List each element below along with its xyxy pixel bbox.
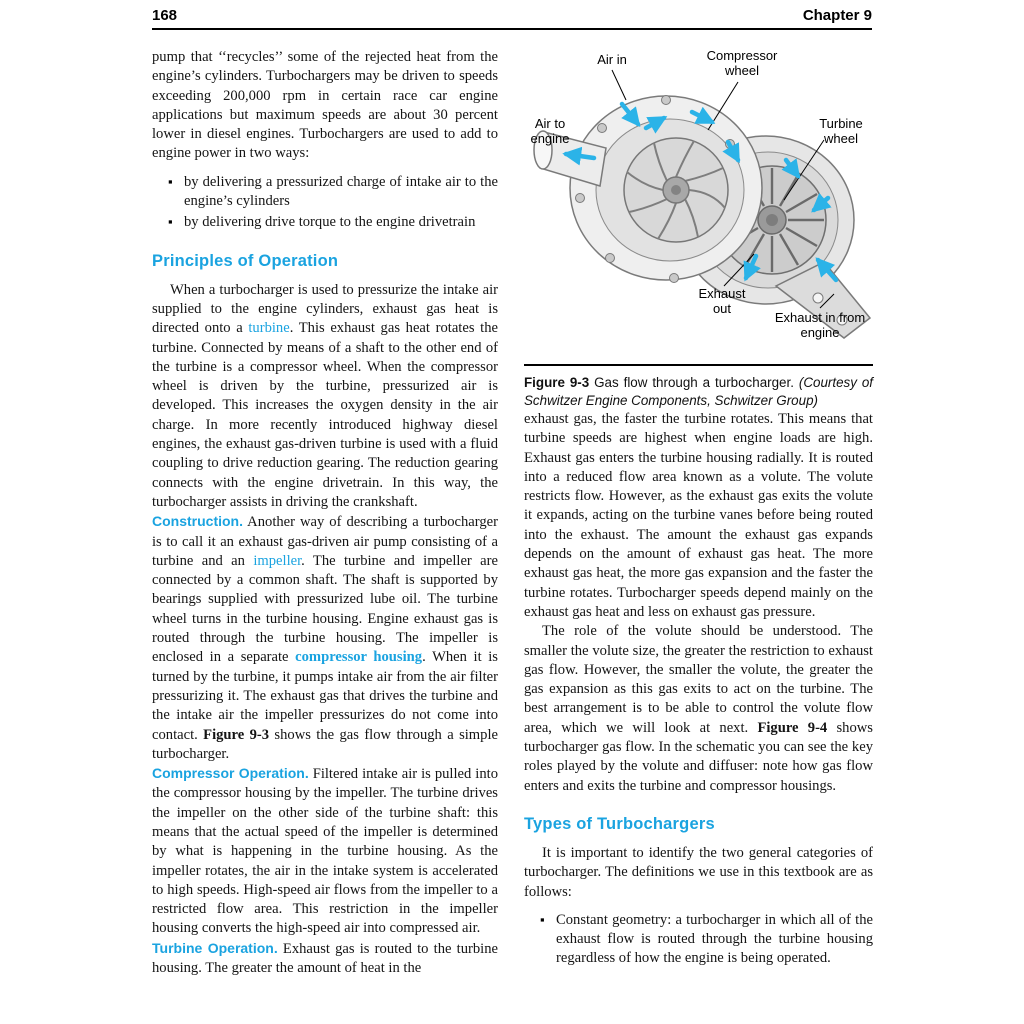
figure-label-exhaust-out: Exhaust out	[698, 286, 746, 316]
list-item: ▪ Constant geometry: a turbocharger in which all of the exhaust flow is routed through the turbine housing regardless of how the engine is being operated.	[540, 911, 873, 969]
page-number: 168	[152, 7, 178, 24]
paragraph-turbine-operation: Turbine Operation. Exhaust gas is routed to the turbine housing. The greater the amount of heat in the	[152, 939, 498, 977]
paragraph-types-intro: It is important to identify the two general categories of turbocharger. The definitions we use in this textbook are as follows:	[524, 844, 873, 900]
compressor-wheel	[624, 138, 728, 242]
paragraph-exhaust-gas: exhaust gas, the faster the turbine rotates. This means that turbine speeds are highest when engine loads are high. Exhaust gas enters the turbine housing radially. It is routed into a reduced flow area known as a volute. The volute restricts flow. However, as the exhaust gas exits the volute it expands, acting on the turbine vanes before being routed into the exhaust. The amount the exhaust gas expands depends on the amount of exhaust gas heat. The more exhaust gas heat, the more gas expansion and the faster the turbine rotates. Turbocharger speeds depend mainly on the exhaust gas heat and less on exhaust gas pressure.	[524, 411, 873, 620]
figure-9-3	[524, 48, 873, 358]
figure-label-air-to-engine: Air to engine	[530, 116, 570, 146]
figure-caption: Figure 9-3 Gas flow through a turbocharger. (Courtesy of Schwitzer Engine Components, Schwitzer Group)	[524, 364, 873, 410]
page-header	[152, 7, 872, 24]
figure-label-turbine-wheel: Turbine wheel	[819, 116, 863, 146]
types-bullet-list	[540, 911, 873, 969]
intro-bullet-list	[168, 173, 498, 233]
header-rule	[152, 28, 872, 30]
right-column	[524, 48, 873, 971]
heading-types-of-turbochargers: Types of Turbochargers	[524, 814, 715, 833]
list-item: ▪ by delivering a pressurized charge of intake air to the engine’s cylinders	[168, 173, 498, 212]
heading-principles-of-operation: Principles of Operation	[152, 251, 339, 270]
left-column	[152, 48, 498, 978]
paragraph-compressor-operation: Compressor Operation. Filtered intake air is pulled into the compressor housing by the impeller. The turbine drives the impeller on the other side of the turbine shaft: this means that the actual speed of the impeller is determined by what is happening in the turbine housing. As the impeller rotates, the air in the intake system is accelerated to high speeds. High-speed air flows from the impeller to a restricted flow area. This restriction in the impeller housing converts the high-speed air into compressed air.	[152, 765, 499, 937]
paragraph-intro: pump that ‘‘recycles’’ some of the rejected heat from the engine’s cylinders. Turbochargers may be driven to speeds exceeding 200,000 rpm in certain race car engine applications but maximum speeds are about 30 percent lower in diesel engines. Turbochargers are used to add to engine power in two ways:	[152, 49, 498, 162]
figure-label-air-in: Air in	[597, 52, 627, 67]
chapter-label: Chapter 9	[802, 7, 872, 24]
paragraph-principles: When a turbocharger is used to pressurize the intake air supplied to the engine cylinders, exhaust gas heat is directed onto a turbine. This exhaust gas heat rotates the turbine. Connected by means of a shaft to the other end of the turbine is a compressor wheel. When the compressor wheel is driven by the turbine, pressurized air is developed. This increases the oxygen density in the air charge. In more recently introduced highway diesel engines, the exhaust gas-driven turbine is used with a fluid coupling to drive reduction gearing. The reduction gearing connects with the engine drivetrain. In this way, the turbocharger assists in driving the crankshaft.	[152, 281, 498, 510]
paragraph-construction: Construction. Another way of describing a turbocharger is to call it an exhaust gas-driven air pump consisting of a turbine and an impeller. The turbine and impeller are connected by a common shaft. The shaft is supported by bearings supplied with pressurized lube oil. The turbine wheel turns in the turbine housing. Engine exhaust gas is routed through the turbine housing. The impeller is enclosed in a separate compressor housing. When it is turned by the turbine, it pumps intake air from the air filter pressurizing it. The exhaust gas that drives the turbine and the intake air the impeller pressurizes do not come into contact. Figure 9-3 shows the gas flow through a simple turbocharger.	[152, 513, 498, 762]
figure-label-compressor-wheel: Compressor wheel	[706, 48, 778, 78]
paragraph-volute: The role of the volute should be understood. The smaller the volute size, the greater the restriction to exhaust gas flow. However, the smaller the volute, the greater the gas expansion as this gas exits to act on the turbine. The best arrangement is to be able to control the volute flow area, which we will look at next. Figure 9-4 shows turbocharger gas flow. In the schematic you can see the key roles played by the volute and diffuser: note how gas flow enters and exits the turbine and compressor housings.	[524, 623, 873, 794]
list-item: ▪ by delivering drive torque to the engine drivetrain	[168, 213, 498, 232]
figure-label-exhaust-in: Exhaust in from engine	[774, 310, 866, 340]
